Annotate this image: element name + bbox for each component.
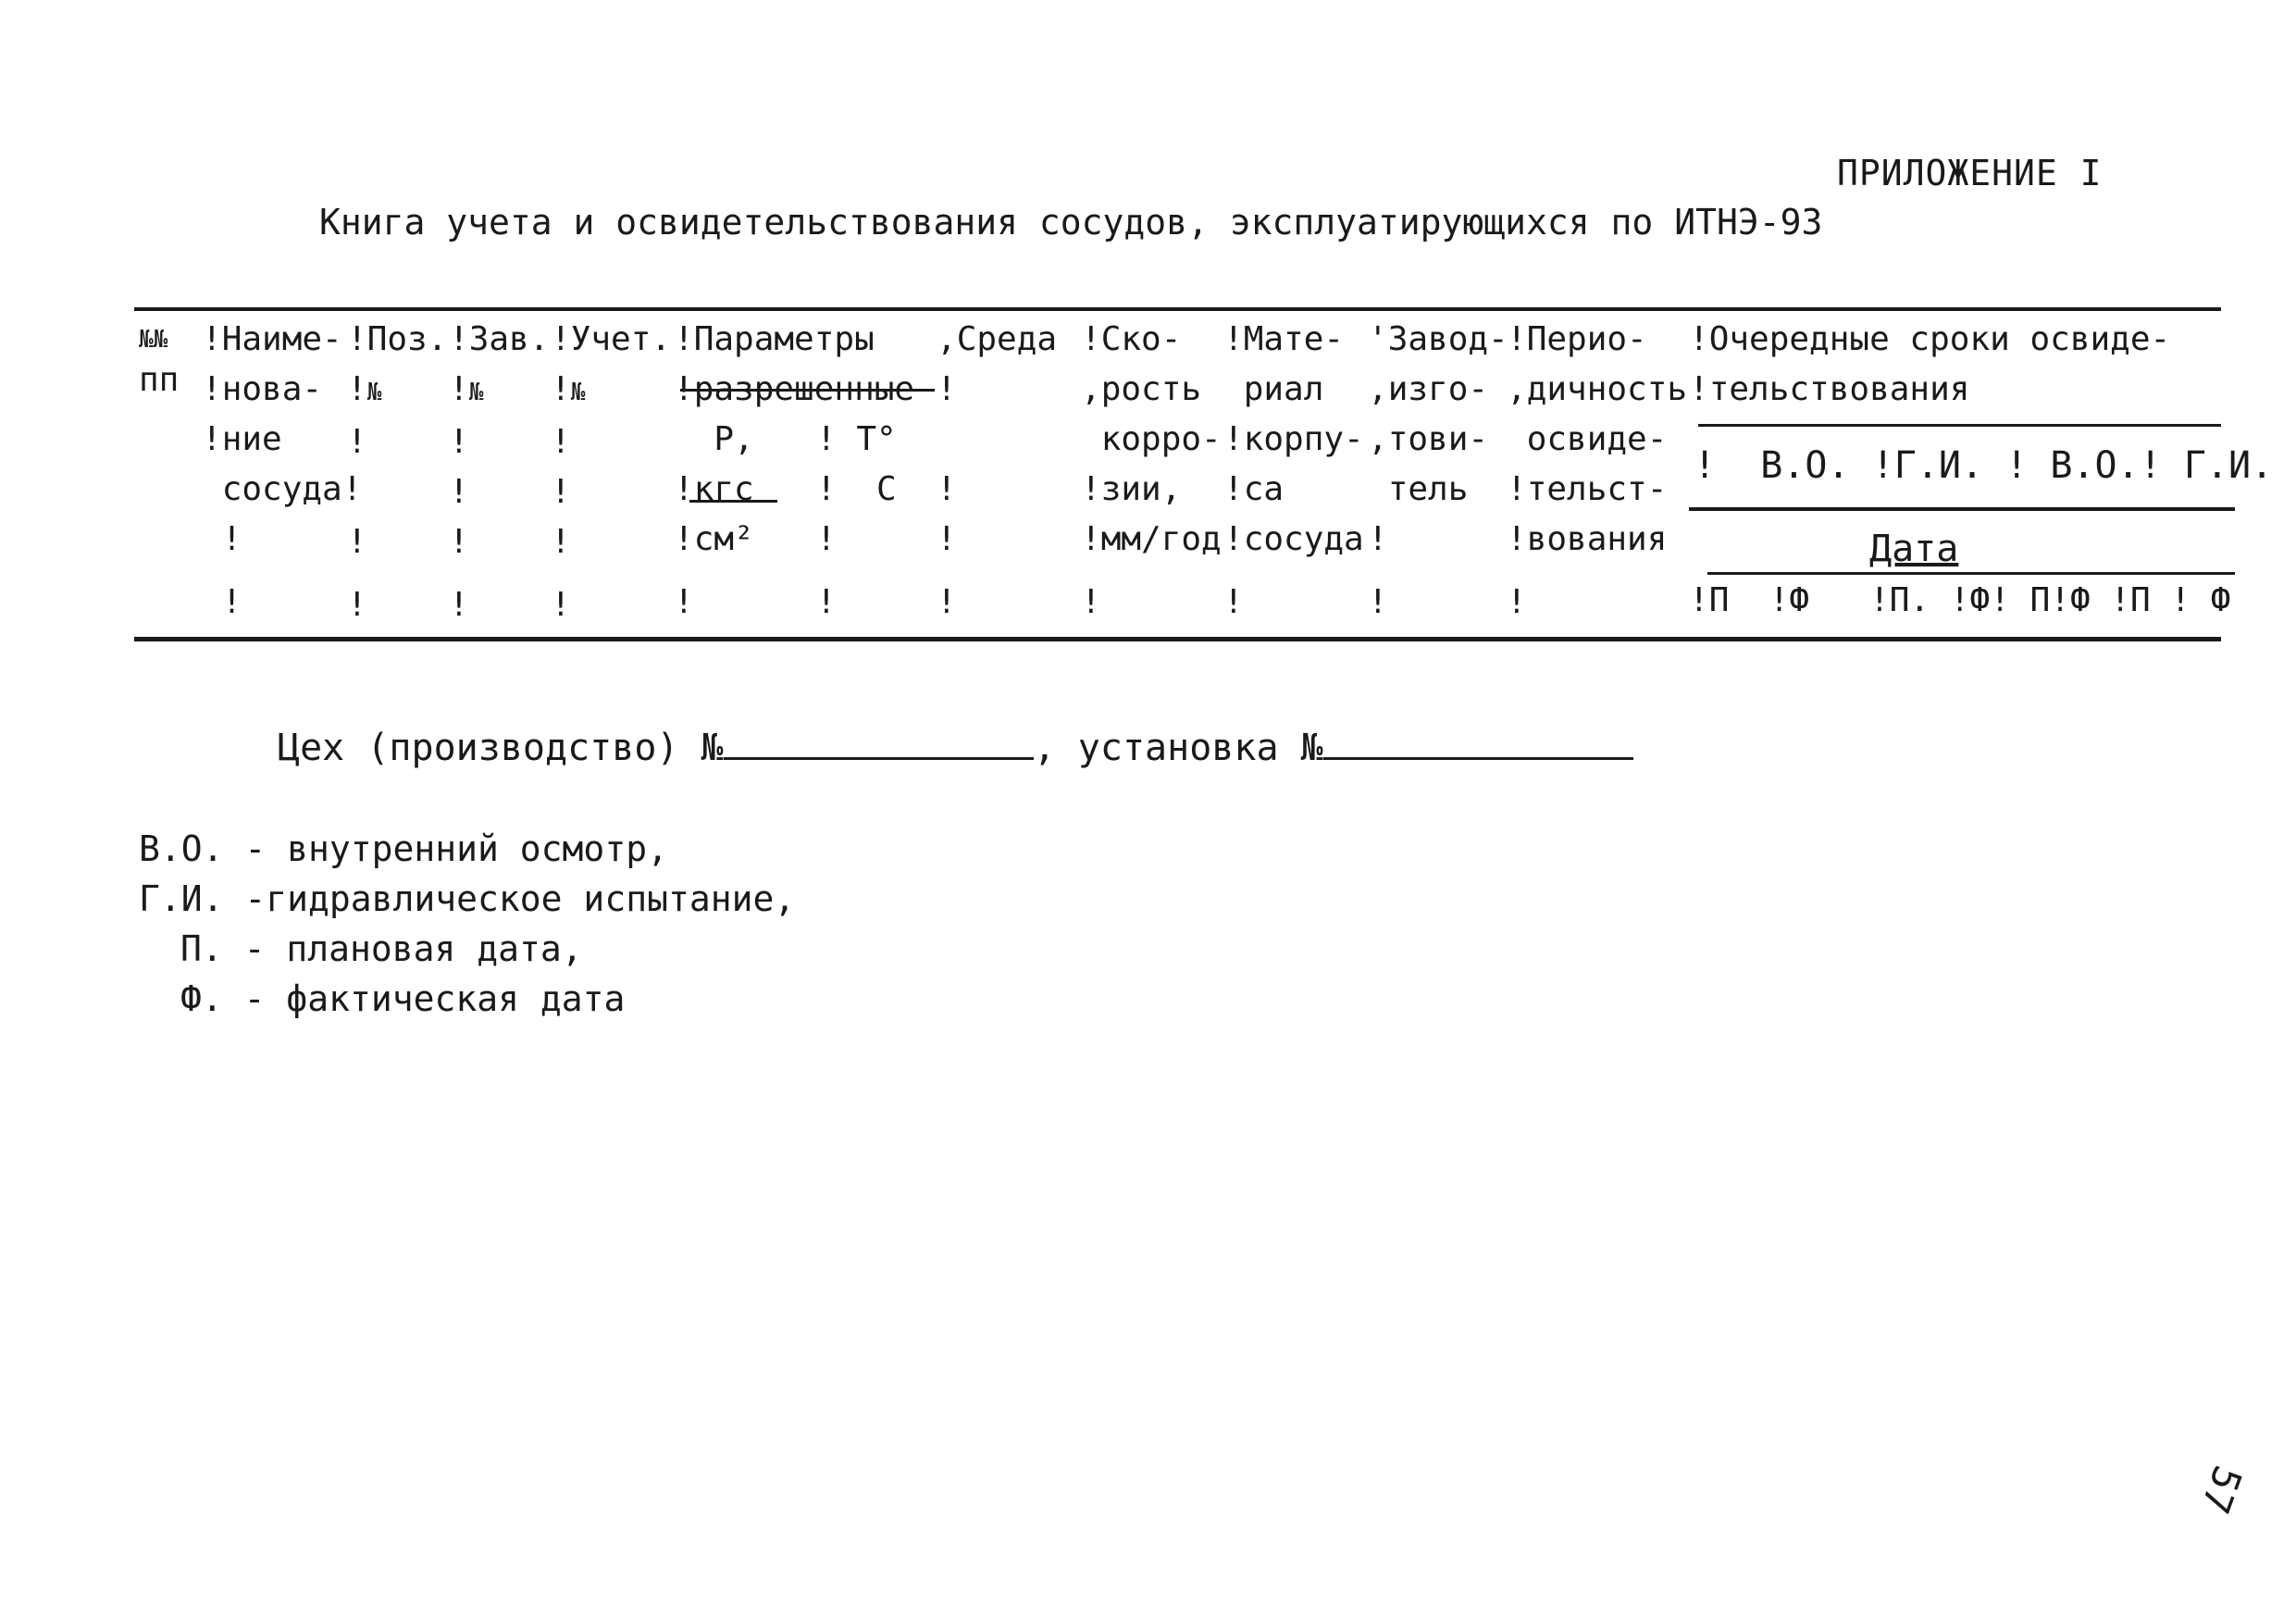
col-speed-header: !Ско- ,рость корро- !зии, !мм/год ! [1081,320,1222,621]
table-bottom-rule [134,637,2221,641]
col-material-header: !Мате- риал !корпу- !са !сосуда ! [1223,320,1364,621]
legend-item: Г.И. -гидравлическое испытание, [139,878,796,919]
col-pos-header: !Поз. !№ ! ! ! [347,320,448,624]
terms-date-label: Дата [1869,528,1959,570]
col-params-t: ! Т° ! С ! ! [816,420,897,621]
col-period-header: !Перио- ,дичность освиде- !тельст- !вования ! [1507,320,1688,621]
terms-rule-1 [1698,424,2221,427]
terms-rule-3 [1707,572,2235,575]
legend-item: П. - плановая дата, [180,928,583,969]
install-label: , установка № [1033,727,1323,769]
terms-rule-2 [1689,507,2235,511]
shop-install-line [278,722,1633,769]
col-maker-header: 'Завод- ,изго- ,тови- тель ! ! [1368,320,1508,621]
col-params-header: !Параметры !разрешенные [674,320,915,408]
col-name-header: !Наиме- !нова- !ние сосуда! ! ! [202,320,363,621]
legend-item: Ф. - фактическая дата [180,978,626,1019]
col-terms-header: !Очередные сроки освиде- !тельствования [1689,320,2171,408]
legend-item: В.О. - внутренний осмотр, [139,828,668,869]
terms-pf-row: !П !Ф !П. !Ф! П!Ф !П ! Ф [1689,581,2231,619]
page-number: 57 [2191,1460,2251,1520]
shop-number-field[interactable] [724,722,1034,760]
document-title: Книга учета и освидетельствования сосудов, эксплуатирующихся по ИТНЭ-93 [319,202,1823,243]
install-number-field[interactable] [1323,722,1633,760]
abbreviation-legend [139,824,795,1024]
appendix-label: ПРИЛОЖЕНИЕ I [1837,153,2103,193]
terms-subheader: ! В.О. !Г.И. ! В.О.! Г.И. [1694,444,2274,487]
shop-label: Цех (производство) № [278,727,724,769]
col-uchet-header: !Учет. !№ ! ! ! ! [551,320,672,624]
col-num-header: №№ пп [139,326,180,399]
table-top-rule [134,307,2221,311]
col-params-p: Р, !кгс !см² ! [674,420,754,621]
col-sreda-header: ,Среда ! ! ! ! [937,320,1058,621]
col-zav-header: !Зав. !№ ! ! ! ! [449,320,550,624]
